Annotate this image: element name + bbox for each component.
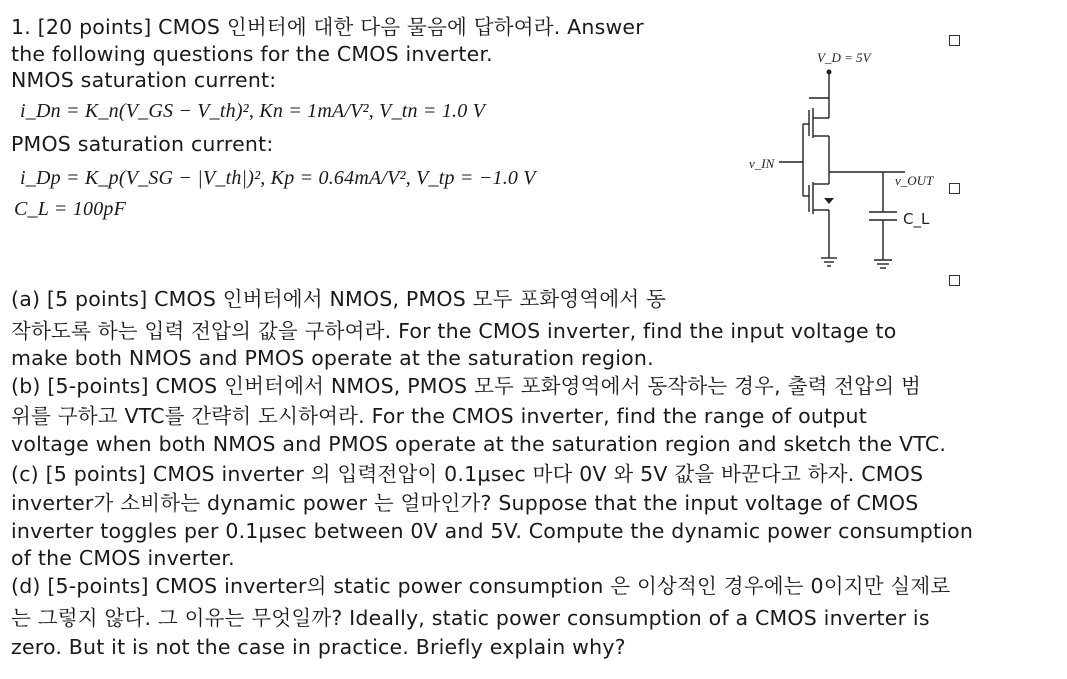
question-c-line-2: inverter가 소비하는 dynamic power 는 얼마인가? Suppose that the input voltage of CMOS bbox=[11, 491, 919, 515]
question-a-line-2: 작하도록 하는 입력 전압의 값을 구하여라. For the CMOS inverter, find the input voltage to bbox=[11, 319, 897, 343]
question-b-line-2: 위를 구하고 VTC를 간략히 도시하여라. For the CMOS inverter, find the range of output bbox=[11, 404, 867, 428]
checkbox-2[interactable] bbox=[949, 183, 960, 194]
nmos-label: NMOS saturation current: bbox=[11, 68, 277, 92]
checkbox-3[interactable] bbox=[949, 275, 960, 286]
nmos-arrow-icon bbox=[824, 198, 834, 204]
question-d-line-2: 는 그렇지 않다. 그 이유는 무엇일까? Ideally, static power consumption of a CMOS inverter is bbox=[11, 606, 930, 630]
vdd-node-dot bbox=[827, 70, 832, 75]
nmos-equation: i_Dn = K_n(V_GS − V_th)², Kn = 1mA/V², V_tn = 1.0 V bbox=[20, 100, 486, 122]
question-b-line-1: (b) [5-points] CMOS 인버터에서 NMOS, PMOS 모두 포화영역에서 동작하는 경우, 출력 전압의 범 bbox=[11, 374, 922, 398]
question-a-line-1: (a) [5 points] CMOS 인버터에서 NMOS, PMOS 모두 포화영역에서 동 bbox=[11, 287, 667, 311]
question-c-line-1: (c) [5 points] CMOS inverter 의 입력전압이 0.1μsec 마다 0V 와 5V 값을 바꾼다고 하자. CMOS bbox=[11, 462, 924, 486]
question-c-line-3: inverter toggles per 0.1μsec between 0V and 5V. Compute the dynamic power consumption bbox=[11, 519, 974, 543]
question-b-line-3: voltage when both NMOS and PMOS operate at the saturation region and sketch the VTC. bbox=[11, 432, 947, 456]
pmos-label: PMOS saturation current: bbox=[11, 132, 274, 156]
question-c-line-4: of the CMOS inverter. bbox=[11, 546, 235, 570]
pmos-equation: i_Dp = K_p(V_SG − |V_th|)², Kp = 0.64mA/V², V_tp = −1.0 V bbox=[20, 167, 536, 189]
cl-label: C_L bbox=[903, 210, 930, 228]
checkbox-1[interactable] bbox=[949, 35, 960, 46]
vd-label: V_D = 5V bbox=[817, 50, 871, 65]
load-capacitance: C_L = 100pF bbox=[14, 198, 127, 220]
problem-title-line-2: the following questions for the CMOS inverter. bbox=[11, 42, 493, 66]
vin-label: v_IN bbox=[749, 156, 775, 171]
question-a-line-3: make both NMOS and PMOS operate at the saturation region. bbox=[11, 346, 654, 370]
question-d-line-1: (d) [5-points] CMOS inverter의 static power consumption 은 이상적인 경우에는 0이지만 실제로 bbox=[11, 574, 951, 598]
cmos-inverter-circuit bbox=[745, 40, 945, 275]
vout-label: v_OUT bbox=[895, 173, 934, 188]
question-d-line-3: zero. But it is not the case in practice. Briefly explain why? bbox=[11, 635, 626, 659]
problem-title-line: 1. [20 points] CMOS 인버터에 대한 다음 물음에 답하여라. Answer bbox=[11, 15, 644, 39]
